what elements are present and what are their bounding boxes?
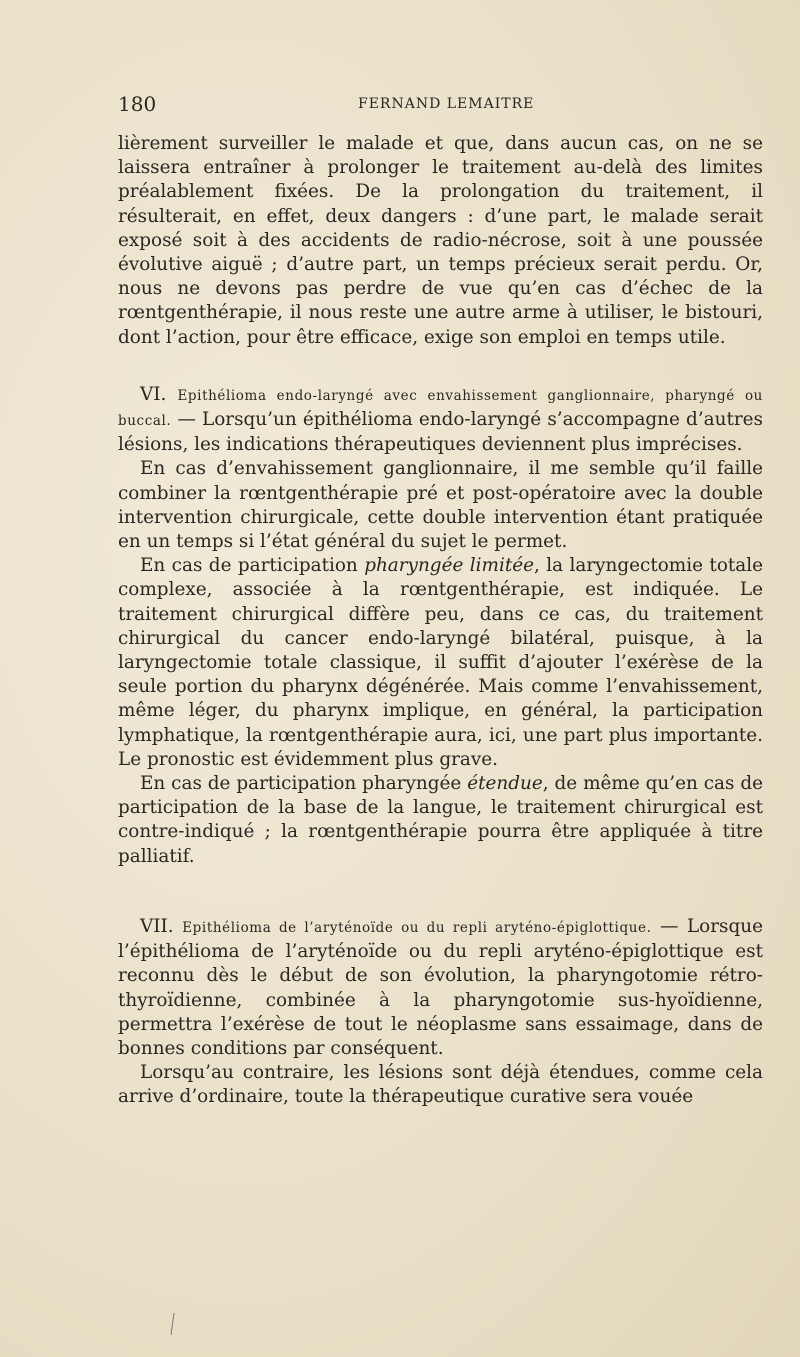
- section-vii-number: VII.: [140, 915, 174, 937]
- emphasis-limitee: pharyngée limitée: [364, 555, 534, 577]
- emphasis-etendue: étendue: [467, 773, 543, 795]
- paragraph-lesions-etendues: Lorsqu’au contraire, les lésions sont déjà étendues, comme cela arrive d’ordinaire, toute la thérapeutique curative sera vouée: [118, 1062, 763, 1108]
- section-vii-title: Epithélioma de l’aryténoïde ou du repli aryténo-épiglottique.: [182, 919, 652, 936]
- book-page: [118, 92, 763, 1110]
- paragraph-continuation: lièrement surveiller le malade et que, dans aucun cas, on ne se laissera entraîner à prolonger le traitement au-delà des limites préalablement fixées. De la prolongation du traitement, il résulterait, en effet, deux dangers : d’une part, le malade serait exposé soit à des accidents de radio-nécrose, soit à une poussée évolutive aiguë ; d’autre part, un temps précieux serait perdu. Or, nous ne devons pas perdre de vue qu’en cas d’échec de la rœntgenthérapie, il nous reste une autre arme à utiliser, le bistouri, dont l’action, pour être efficace, exige son emploi en temps utile.: [118, 133, 763, 348]
- paragraph-participation-etendue: [118, 772, 763, 869]
- running-title: FERNAND LEMAITRE: [358, 96, 535, 112]
- section-vii-text: — Lorsque l’épithélioma de l’aryténoïde ou du repli aryténo-épiglottique est reconnu dès le début de son évolution, la pharyngotomie rétro-thyroïdienne, combinée à la pharyngotomie sus-hyoïdienne, permettra l’exérèse de tout le néoplasme sans essaimage, dans de bonnes conditions par conséquent.: [118, 915, 763, 1059]
- section-vii-paragraph: [118, 915, 763, 1061]
- text-run: , de même qu’en cas de participation de la base de la langue, le traitement chirurgical est contre-indiqué ; la rœntgenthérapie pourra être appliquée à titre palliatif.: [118, 773, 763, 867]
- section-vi-text: — Lorsqu’un épithélioma endo-laryngé s’accompagne d’autres lésions, les indications thérapeutiques deviennent plus imprécises.: [118, 409, 763, 456]
- section-vi-paragraph: [118, 383, 763, 458]
- section-vi-number: VI.: [140, 383, 167, 405]
- section-vi-title: Epithélioma endo-laryngé avec envahissement ganglionnaire, pharyngé ou buccal.: [118, 387, 763, 430]
- paragraph-participation-limitee: [118, 554, 763, 772]
- paragraph-ganglionnaire: En cas d’envahissement ganglionnaire, il me semble qu’il faille combiner la rœntgenthérapie pré et post-opératoire avec la double intervention chirurgicale, cette double intervention étant pratiquée en un temps si l’état général du sujet le permet.: [118, 458, 763, 553]
- running-head: [118, 92, 763, 120]
- pencil-mark: [170, 1313, 175, 1335]
- text-run: En cas de participation: [140, 555, 365, 577]
- text-run: En cas de participation pharyngée: [140, 773, 468, 795]
- page-number: 180: [118, 92, 157, 116]
- text-run: , la laryngectomie totale complexe, associée à la rœntgenthérapie, est indiquée. Le traitement chirurgical diffère peu, dans ce cas, du traitement chirurgical du cancer endo-laryngé bilatéral, puisque, à la laryngectomie totale classique, il suffit d’ajouter l’exérèse de la seule portion du pharynx dégénérée. Mais comme l’envahissement, même léger, du pharynx implique, en général, la participation lymphatique, la rœntgenthérapie aura, ici, une part plus importante. Le pronostic est évidemment plus grave.: [118, 555, 764, 770]
